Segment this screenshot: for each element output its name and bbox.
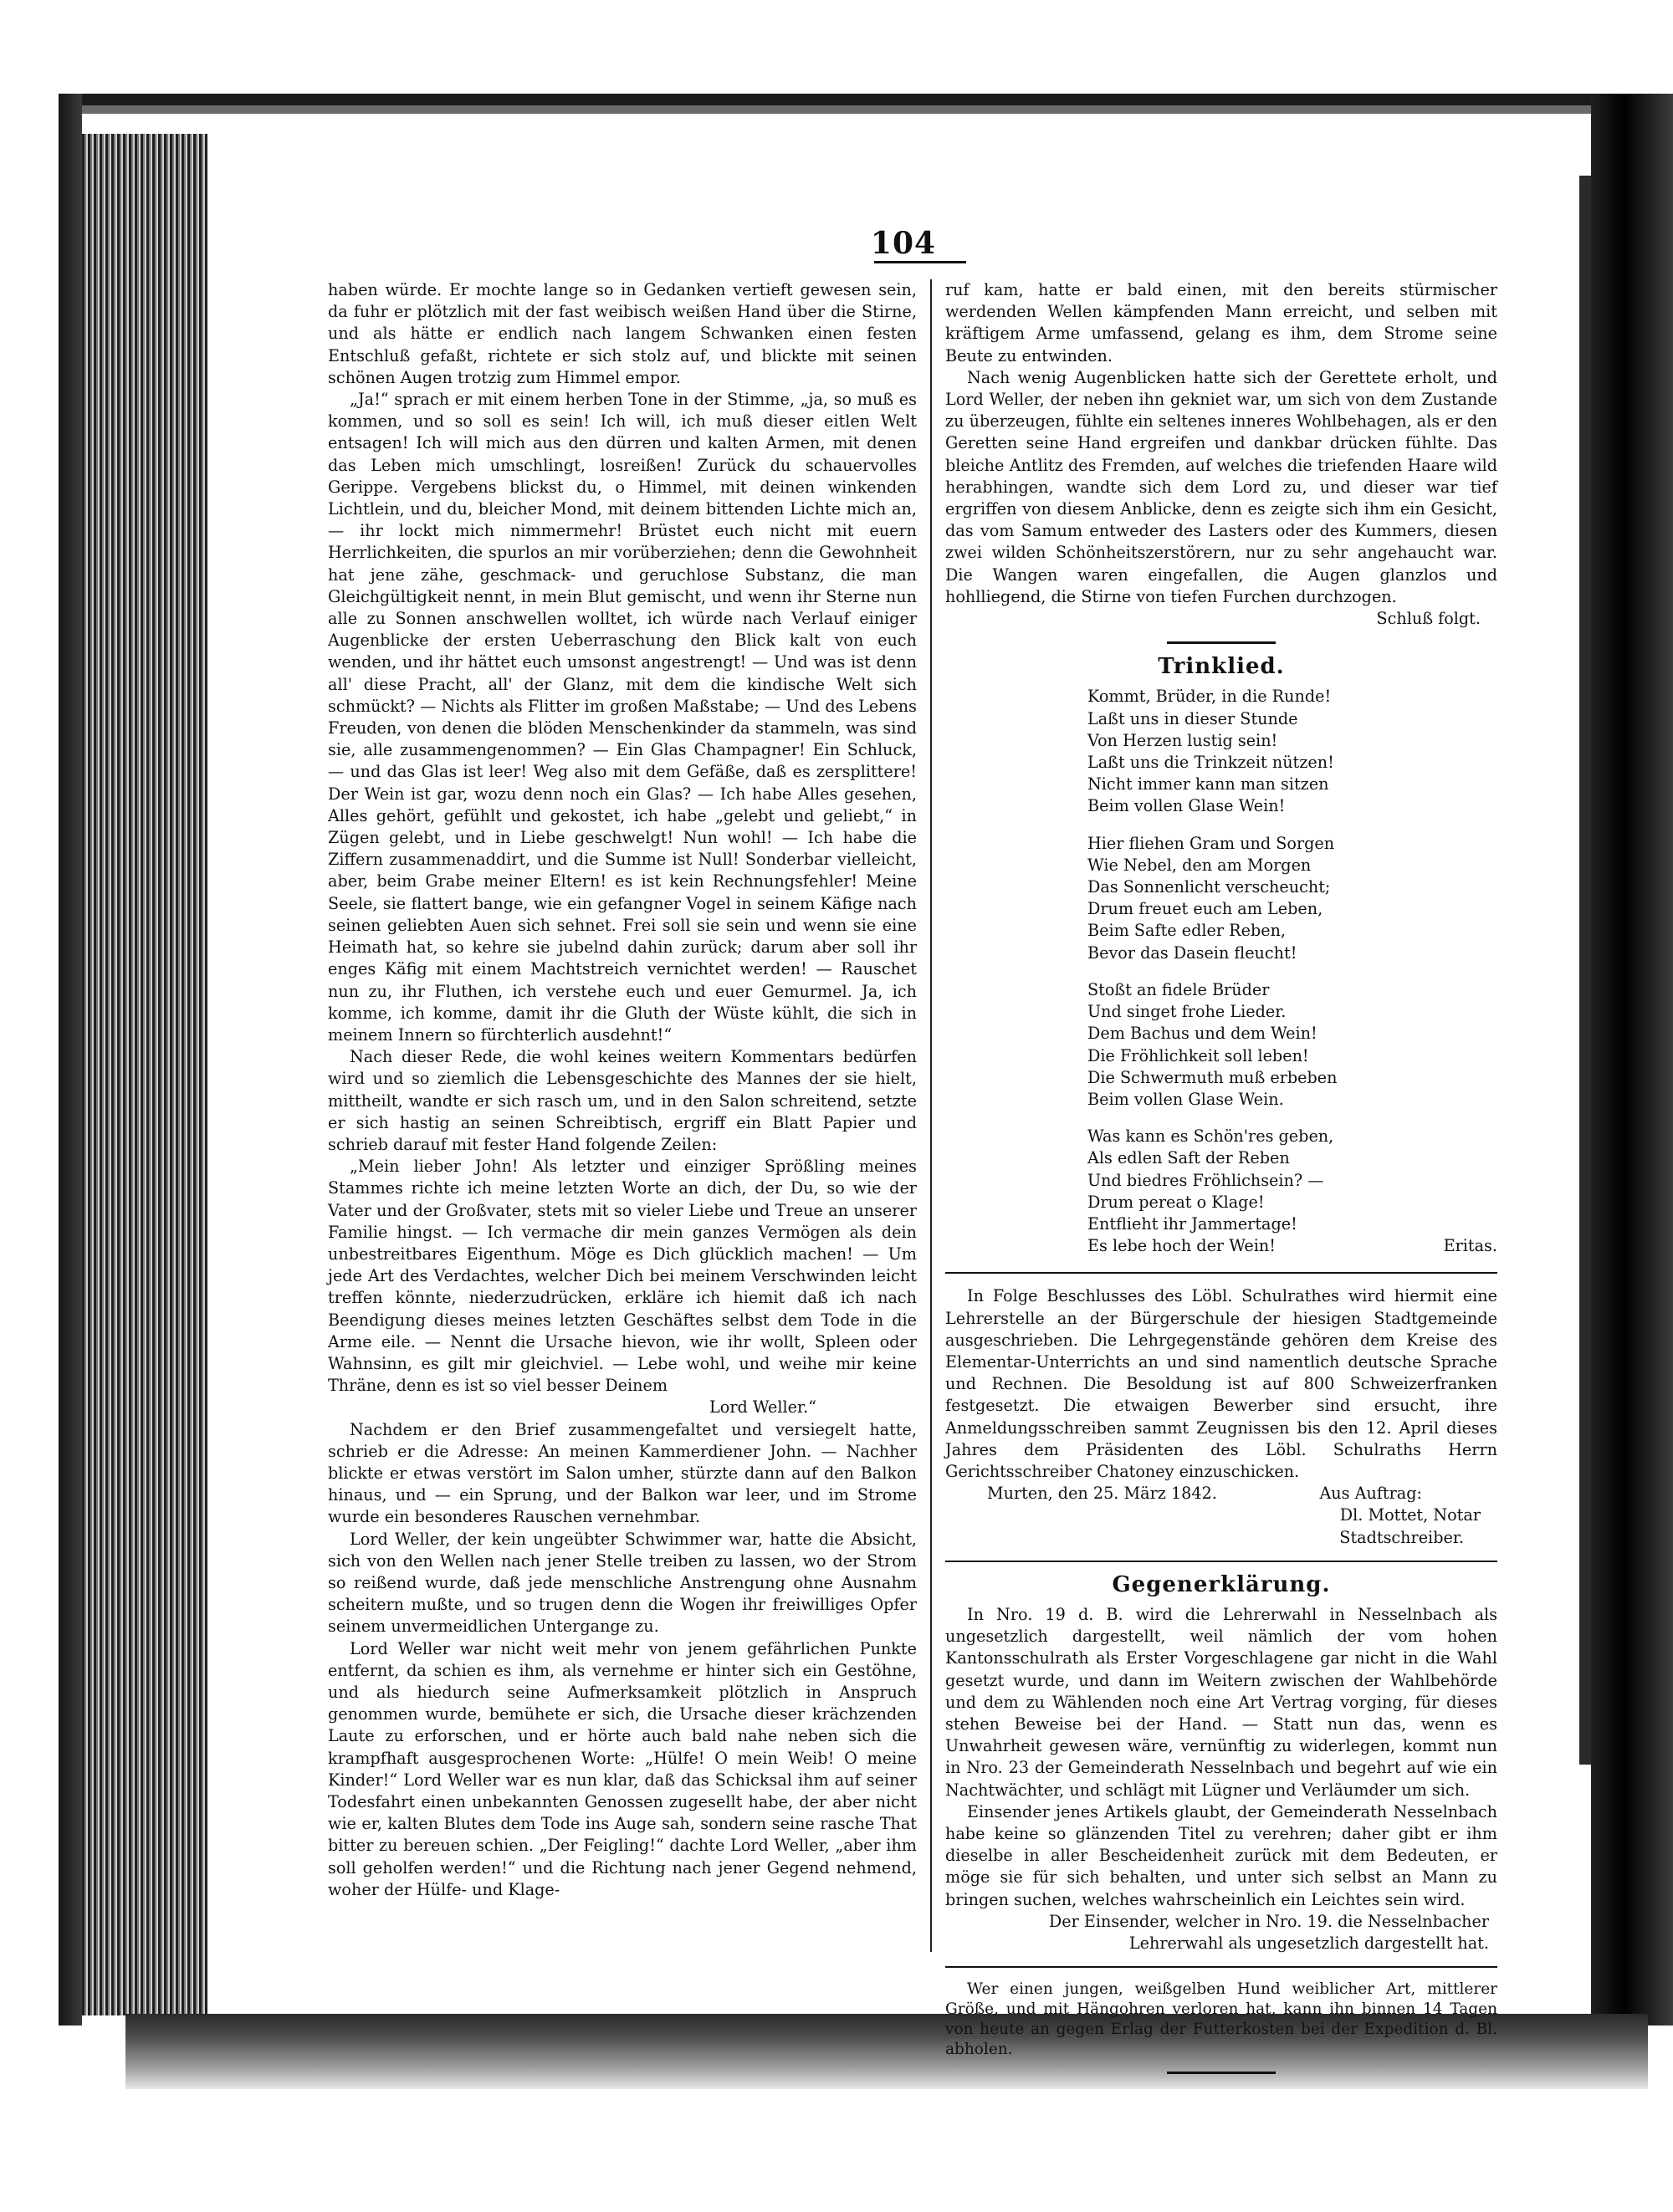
scan-border-right <box>1591 94 1673 2026</box>
poem-line: Stoßt an fidele Brüder <box>1087 979 1270 999</box>
page-number-rule <box>874 261 966 263</box>
notice-sign-label: Aus Auftrag: <box>1319 1484 1422 1504</box>
poem-line: Und biedres Fröhlichsein? — <box>1087 1170 1324 1190</box>
notice-sign-title: Stadtschreiber. <box>1339 1527 1464 1547</box>
poem-stanza <box>1087 833 1497 964</box>
poem-line: Drum freuet euch am Leben, <box>1087 899 1323 919</box>
section-rule <box>945 1966 1497 1968</box>
story-paragraph: Nach wenig Augenblicken hatte sich der Gerettete erholt, und Lord Weller, der neben ihn gekniet war, um sich von dem Zustande zu überzeugen, fühlte ein seltenes inneres Wohlbehagen, als er den Geretten seine Hand ergreifen und dankbar drücken fühlte. Das bleiche Antlitz des Fremden, auf welches die triefenden Haare wild herabhingen, wandte sich dem Lord zu, und dieser war tief ergriffen von diesem Anblicke, denn es zeigte sich ihm ein Gesicht, das vom Samum entweder des Lasters oder des Kummers, diesen zwei wilden Schönheitszerstörern, nur zu sehr angehaucht war. Die Wangen waren eingefallen, die Augen glanzlos und hohlliegend, die Stirne von tiefen Furchen durchzogen. <box>945 367 1497 606</box>
poem-line: Beim vollen Glase Wein. <box>1087 1089 1284 1109</box>
section-rule <box>945 1561 1497 1562</box>
poem-title: Trinklied. <box>1158 654 1285 680</box>
poem-line: Drum pereat o Klage! <box>1087 1192 1265 1212</box>
counter-statement-title: Gegenerklärung. <box>1112 1571 1331 1597</box>
story-paragraph: Nachdem er den Brief zusammengefaltet und versiegelt hatte, schrieb er die Adresse: An meinen Kammerdiener John. — Nachher blickte er etwas verstört im Salon umher, stürzte dann auf den Balkon hinaus, und — ein Sprung, und der Balkon war leer, und im Strome wurde ein besonderes Rauschen vernehmbar. <box>328 1419 917 1527</box>
story-paragraph: ruf kam, hatte er bald einen, mit den bereits stürmischer werdenden Wellen kämpfenden Mann erreicht, und selben mit kräftigem Arme umfassend, gelang es ihm, dem Strome seine Beute zu entwinden. <box>945 280 1497 365</box>
notice-date: Murten, den 25. März 1842. <box>987 1484 1217 1504</box>
poem-line: Als edlen Saft der Reben <box>1087 1148 1290 1168</box>
story-paragraph: „Ja!“ sprach er mit einem herben Tone in der Stimme, „ja, so muß es kommen, und so soll es sein! Ich will, ich muß dieser eitlen Welt entsagen! Ich will mich aus den dürren und kalten Armen, mit denen das Leben mich umschlingt, losreißen! Zurück du schauervolles Gerippe. Vergebens blickst du, o Himmel, mit deinen winkenden Lichtlein, und du, bleicher Mond, mit deinem bittenden Lichte mich an, — ihr lockt mich nimmermehr! Brüstet euch nicht mit euern Herrlichkeiten, die spurlos an mir vorüberziehen; denn die Gewohnheit hat jene zähe, geschmack- und geruchlose Substanz, die man Gleichgültigkeit nennt, in mein Blut gemischt, und wenn ihr Sterne nun alle zu Sonnen anschwellen wolltet, ich würde nach Verlauf einiger Augenblicke der ersten Ueberraschung den Blick kalt von euch wenden, und ihr hättet euch umsonst angestrengt! — Und was ist denn all' diese Pracht, all' der Glanz, mit dem die kindische Welt sich schmückt? — Nichts als Flitter im großen Maßstabe; — Und des Lebens Freuden, von denen die blöden Menschenkinder da stammeln, was sind sie, alle zusammengenommen? — Ein Glas Champagner! Ein Schluck, — und das Glas ist leer! Weg also mit dem Gefäße, daß es zersplittere! Der Wein ist gar, wozu denn noch ein Glas? — Ich habe Alles gesehen, Alles gehört, gefühlt und gekostet, ich habe „gelebt und geliebt,“ in Zügen gelebt, und in Liebe geschwelgt! Nun wohl! — Ich habe die Ziffern zusammenaddirt, und die Summe ist Null! Sonderbar vielleicht, aber, beim Grabe meiner Eltern! es ist kein Rechnungsfehler! Meine Seele, sie flattert bange, wie ein gefangner Vogel in seinem Käfige nach seinen geliebten Auen sich sehnet. Frei soll sie sein und wenn sie eine Heimath hat, so kehre sie jubelnd dahin zurück; darum aber soll ihr enges Käfig mit einem Machtstreich vernichtet werden! — Rauschet nun zu, ihr Fluthen, ich verstehe euch und euer Gemurmel. Ja, ich komme, ich komme, damit ihr die Gluth der Wüste kühlt, die sich in meinem Innern so fürchterlich ausdehnt!“ <box>328 390 917 1045</box>
counter-statement-signature: Lehrerwahl als ungesetzlich dargestellt hat. <box>1128 1934 1489 1954</box>
teacher-vacancy-notice <box>945 1285 1497 1548</box>
poem-line: Laßt uns in dieser Stunde <box>1087 708 1298 728</box>
page-number: 104 <box>870 226 937 261</box>
notice-sign-name: Dl. Mottet, Notar <box>1339 1505 1481 1525</box>
scan-border-top-shadow <box>59 105 1669 114</box>
scan-border-right-inner <box>1579 176 1591 1765</box>
poem-line: Und singet frohe Lieder. <box>1087 1002 1287 1022</box>
notice-dateline <box>945 1483 1497 1504</box>
poem-line: Nicht immer kann man sitzen <box>1087 774 1329 794</box>
poem-line: Es lebe hoch der Wein! <box>1087 1236 1276 1256</box>
counter-statement <box>945 1571 1497 1954</box>
poem-line: Was kann es Schön'res geben, <box>1087 1126 1334 1147</box>
right-column <box>945 279 1497 2086</box>
poem-line: Von Herzen lustig sein! <box>1087 730 1278 750</box>
story-paragraph: Nach dieser Rede, die wohl keines weitern Kommentars bedürfen wird und so ziemlich die Lebensgeschichte des Mannes der sie hielt, mittheilt, wandte er sich rasch um, und in den Salon schreitend, setzte er sich hastig an seinen Schreibtisch, ergriff ein Blatt Papier und schrieb darauf mit fester Hand folgende Zeilen: <box>328 1047 917 1154</box>
notice-signature <box>945 1504 1497 1548</box>
counter-statement-paragraph: Einsender jenes Artikels glaubt, der Gemeinderath Nesselnbach habe keine so glänzenden Titel zu verehren; daher gibt er ihm dieselbe in aller Bescheidenheit zurück mit dem Bedeuten, er möge sie für sich behalten, und unter sich selbst an Mann zu bringen suchen, welches wahrscheinlich ein Leichtes sein wird. <box>945 1801 1497 1909</box>
counter-statement-paragraph: In Nro. 19 d. B. wird die Lehrerwahl in Nesselnbach als ungesetzlich dargestellt, weil nämlich der vom hohen Kantonsschulrath als Erster Vorgeschlagene gar nicht in die Wahl gesetzt wurde, und dann im Weitern zwischen der Wahlbehörde und dem zu Wählenden noch eine Art Vertrag vorging, für dieses stehen Beweise bei der Hand. — Statt nun das, wenn es Unwahrheit gewesen wäre, vernünftig zu widerlegen, kommt nun in Nro. 23 der Gemeinderath Nesselnbach und begehrt auf wie ein Nachtwächter, und schlägt mit Lügner und Verläumder um sich. <box>945 1604 1497 1800</box>
poem-line: Beim Safte edler Reben, <box>1087 921 1287 941</box>
lost-dog-notice: Wer einen jungen, weißgelben Hund weiblicher Art, mittlerer Größe, und mit Hängohren verloren hat, kann ihn binnen 14 Tagen von heute an gegen Erlag der Futterkosten bei der Expedition d. Bl. abholen. <box>945 1980 1497 2059</box>
poem-stanza <box>1087 686 1497 817</box>
scan-border-left <box>59 94 82 2026</box>
poem-line: Das Sonnenlicht verscheucht; <box>1087 877 1331 897</box>
book-page-edges <box>82 134 207 2015</box>
left-column <box>328 279 917 1901</box>
column-divider <box>930 279 932 1952</box>
poem-stanza <box>1087 979 1497 1111</box>
letter-signature: Lord Weller.“ <box>709 1397 816 1418</box>
section-rule <box>945 1272 1497 1274</box>
poem-line: Wie Nebel, den am Morgen <box>1087 855 1312 875</box>
counter-statement-signature: Der Einsender, welcher in Nro. 19. die Nesselnbacher <box>1048 1911 1489 1931</box>
scan-border-top <box>59 94 1669 105</box>
poem-line: Hier fliehen Gram und Sorgen <box>1087 833 1335 853</box>
story-paragraph: Lord Weller, der kein ungeübter Schwimmer war, hatte die Absicht, sich von den Wellen nach jener Stelle treiben zu lassen, wo der Strom so reißend wurde, daß jede menschliche Anstrengung ohne Ausnahm scheitern mußte, und so trugen denn die Wogen ihr freiwilliges Opfer seinem unvermeidlichen Untergange zu. <box>328 1529 917 1637</box>
notice-text: In Folge Beschlusses des Löbl. Schulrathes wird hiermit eine Lehrerstelle an der Bürgerschule der hiesigen Stadtgemeinde ausgeschrieben. Die Lehrgegenstände gehören dem Kreise des Elementar-Unterrichts an und sind namentlich deutsche Sprache und Rechnen. Die Besoldung ist auf 800 Schweizerfranken festgesetzt. Die etwaigen Bewerber sind ersucht, ihre Anmeldungsschreiben sammt Zeugnissen bis den 12. April dieses Jahres dem Präsidenten des Löbl. Schulraths Herrn Gerichtsschreiber Chatoney einzuschicken. <box>945 1286 1497 1481</box>
conclusion-note: Schluß folgt. <box>1376 609 1481 629</box>
poem-line: Die Fröhlichkeit soll leben! <box>1087 1045 1309 1065</box>
poem-line: Entflieht ihr Jammertage! <box>1087 1213 1297 1234</box>
story-paragraph: Lord Weller war nicht weit mehr von jenem gefährlichen Punkte entfernt, da schien es ihm, als vernehme er hinter sich ein Gestöhne, und als hiedurch seine Aufmerksamkeit plötzlich in Anspruch genommen wurde, bemühete er sich, die Ursache dieser krächzenden Laute zu erforschen, und er hörte auch bald nahe neben sich die krampfhaft ausgesprochenen Worte: „Hülfe! O mein Weib! O meine Kinder!“ Lord Weller war es nun klar, daß das Schicksal ihm auf seiner Todesfahrt einen unbekannten Genossen zugesellt habe, der aber nicht wie er, kalten Blutes dem Tode ins Auge sah, sondern seine rasche That bitter zu bereuen schien. „Der Feigling!“ dachte Lord Weller, „aber ihm soll geholfen werden!“ und die Richtung nach jener Gegend nehmend, woher der Hülfe- und Klage- <box>328 1638 917 1899</box>
poem-line: Laßt uns die Trinkzeit nützen! <box>1087 753 1334 773</box>
poem-line: Bevor das Dasein fleucht! <box>1087 943 1297 963</box>
letter-paragraph: „Mein lieber John! Als letzter und einziger Sprößling meines Stammes richte ich meine letzten Worte an dich, der Du, so wie der Vater und der Großvater, stets mit so vieler Liebe und Treue an unserer Familie hingst. — Ich vermache dir mein ganzes Vermögen als dein unbestreitbares Eigenthum. Möge es Dich glücklich machen! — Um jede Art des Verdachtes, welcher Dich bei meinem Verschwinden leicht treffen könnte, niederzudrücken, erkläre ich hiemit daß ich nach Beendigung dieses meines letzten Geschäftes selbst dem Tode in die Arme eile. — Nennt die Ursache hievon, wie ihr wollt, Spleen oder Wahnsinn, es gilt mir gleichviel. — Lebe wohl, und weihe mir keine Thräne, denn es ist so viel besser Deinem <box>328 1157 917 1396</box>
story-paragraph: haben würde. Er mochte lange so in Gedanken vertieft gewesen sein, da fuhr er plötzlich mit der fast weibisch weißen Hand über die Stirne, und als hätte er endlich nach langem Schwanken einen festen Entschluß gefaßt, richtete er sich stolz auf, und blickte mit seinen schönen Augen trotzig zum Himmel empor. <box>328 280 917 387</box>
poem-line: Die Schwermuth muß erbeben <box>1087 1067 1338 1087</box>
poem-body <box>1087 686 1497 1257</box>
poem-section <box>945 656 1497 1257</box>
poem-author: Eritas. <box>1443 1236 1497 1256</box>
section-rule <box>1167 641 1276 644</box>
section-rule <box>1167 2072 1276 2074</box>
poem-line: Dem Bachus und dem Wein! <box>1087 1024 1317 1044</box>
poem-line: Beim vollen Glase Wein! <box>1087 796 1286 816</box>
poem-stanza <box>1087 1126 1497 1257</box>
poem-line: Kommt, Brüder, in die Runde! <box>1087 687 1332 707</box>
